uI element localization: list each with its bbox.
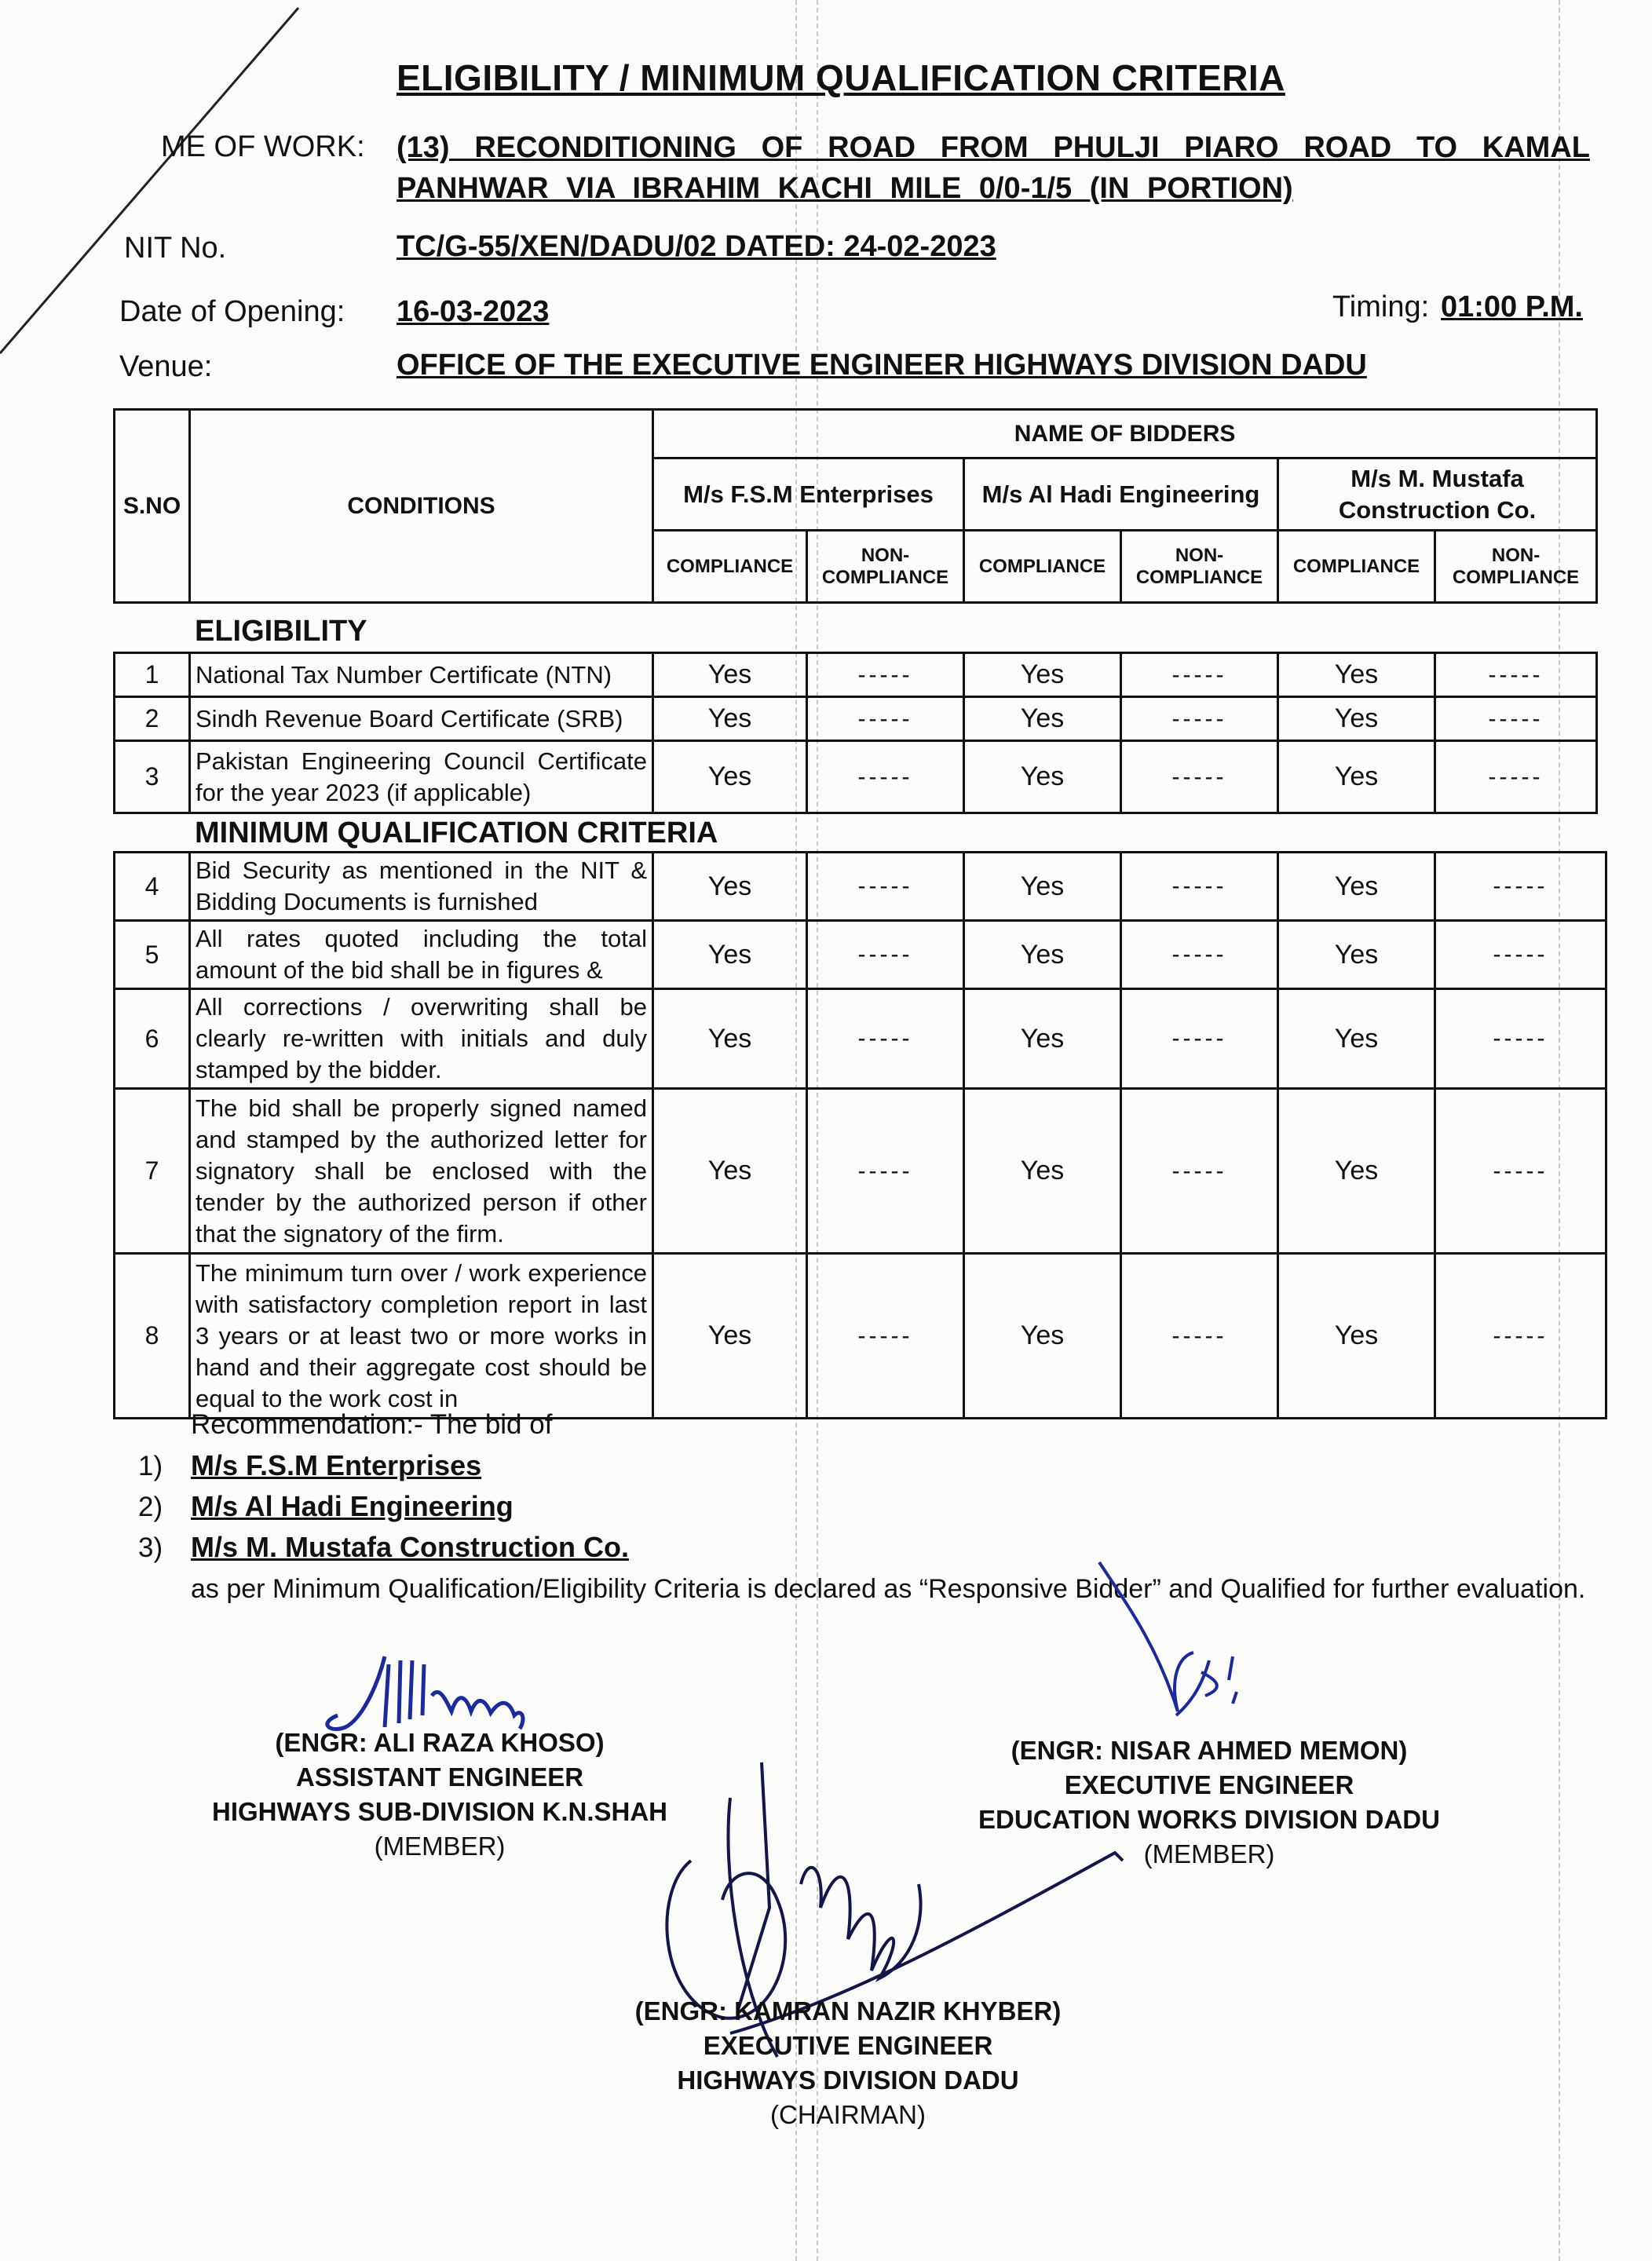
row-condition: Bid Security as mentioned in the NIT & Bidding Documents is furnished: [190, 853, 653, 921]
row-condition: All rates quoted including the total amount of the bid shall be in figures &: [190, 921, 653, 989]
bidder-3-non-compliance: -----: [1435, 921, 1606, 989]
bidder-3-compliance: Yes: [1278, 697, 1435, 741]
header-non-compliance: NON-COMPLIANCE: [1435, 531, 1597, 603]
bidder-3-non-compliance: -----: [1435, 741, 1597, 813]
bidder-3-compliance: Yes: [1278, 741, 1435, 813]
recommendation-intro: Recommendation:- The bid of: [191, 1409, 553, 1440]
signatory-office: EDUCATION WORKS DIVISION DADU: [978, 1805, 1440, 1834]
timing-value: 01:00 P.M.: [1441, 290, 1583, 323]
bidder-1-compliance: Yes: [653, 697, 807, 741]
header-compliance: COMPLIANCE: [964, 531, 1121, 603]
row-sno: 7: [115, 1089, 190, 1254]
signatory-role: (CHAIRMAN): [770, 2100, 926, 2129]
bidder-1-non-compliance: -----: [807, 697, 964, 741]
header-bidder-1: M/s F.S.M Enterprises: [653, 458, 964, 531]
signatory-designation: EXECUTIVE ENGINEER: [1064, 1770, 1354, 1799]
signatory-office: HIGHWAYS DIVISION DADU: [677, 2066, 1019, 2095]
row-condition: National Tax Number Certificate (NTN): [190, 653, 653, 697]
eligibility-table: [113, 652, 1598, 814]
table-row: [115, 853, 1606, 921]
bidder-2-compliance: Yes: [964, 921, 1121, 989]
header-bidder-3: M/s M. Mustafa Construction Co.: [1278, 458, 1597, 531]
signatory-role: (MEMBER): [1143, 1839, 1275, 1868]
signatory-role: (MEMBER): [374, 1832, 506, 1861]
bidder-2-compliance: Yes: [964, 1254, 1121, 1419]
nit-value: TC/G-55/XEN/DADU/02 DATED: 24-02-2023: [397, 230, 996, 263]
table-row: [115, 697, 1597, 741]
bidder-1-non-compliance: -----: [807, 1254, 964, 1419]
document-title: ELIGIBILITY / MINIMUM QUALIFICATION CRITERIA: [397, 57, 1285, 98]
header-compliance: COMPLIANCE: [653, 531, 807, 603]
section-title-eligibility: ELIGIBILITY: [195, 615, 367, 648]
signatory-block-3: [597, 1994, 1099, 2132]
nit-label: NIT No.: [124, 232, 227, 265]
bidder-2-non-compliance: -----: [1121, 989, 1278, 1089]
table-row: [115, 653, 1597, 697]
header-name-of-bidders: NAME OF BIDDERS: [653, 410, 1597, 458]
bidder-2-non-compliance: -----: [1121, 1089, 1278, 1254]
date-of-opening-label: Date of Opening:: [119, 295, 345, 328]
bidder-1-compliance: Yes: [653, 1089, 807, 1254]
bidder-3-compliance: Yes: [1278, 1089, 1435, 1254]
bidder-2-non-compliance: -----: [1121, 853, 1278, 921]
signatory-name: (ENGR: ALI RAZA KHOSO): [275, 1728, 605, 1757]
venue-value: OFFICE OF THE EXECUTIVE ENGINEER HIGHWAYS DIVISION DADU: [397, 349, 1367, 382]
bidder-3-compliance: Yes: [1278, 1254, 1435, 1419]
bidder-1-non-compliance: -----: [807, 1089, 964, 1254]
bidder-2-non-compliance: -----: [1121, 921, 1278, 989]
row-sno: 5: [115, 921, 190, 989]
bidder-2-compliance: Yes: [964, 853, 1121, 921]
recommended-bidder: M/s M. Mustafa Construction Co.: [191, 1531, 629, 1563]
name-of-work-label: ME OF WORK:: [161, 130, 365, 163]
signatory-block-1: [188, 1726, 691, 1864]
signatory-designation: ASSISTANT ENGINEER: [295, 1762, 584, 1792]
timing-label: Timing:: [1332, 290, 1430, 323]
bidder-1-compliance: Yes: [653, 853, 807, 921]
table-row: [115, 1254, 1606, 1419]
bidder-2-non-compliance: -----: [1121, 1254, 1278, 1419]
row-sno: 3: [115, 741, 190, 813]
header-conditions: CONDITIONS: [190, 410, 653, 603]
signatory-designation: EXECUTIVE ENGINEER: [703, 2031, 993, 2060]
minimum-qualification-table: [113, 851, 1607, 1419]
row-sno: 4: [115, 853, 190, 921]
signatory-block-2: [958, 1733, 1460, 1872]
header-bidder-2: M/s Al Hadi Engineering: [964, 458, 1278, 531]
row-sno: 1: [115, 653, 190, 697]
date-of-opening-value: 16-03-2023: [397, 295, 550, 328]
bidder-2-compliance: Yes: [964, 989, 1121, 1089]
bidder-3-non-compliance: -----: [1435, 853, 1606, 921]
venue-label: Venue:: [119, 350, 213, 383]
bidder-3-non-compliance: -----: [1435, 1089, 1606, 1254]
header-sno: S.NO: [115, 410, 190, 603]
header-non-compliance: NON-COMPLIANCE: [807, 531, 964, 603]
row-condition: Pakistan Engineering Council Certificate for the year 2023 (if applicable): [190, 741, 653, 813]
bidder-1-non-compliance: -----: [807, 921, 964, 989]
bidder-1-non-compliance: -----: [807, 741, 964, 813]
table-row: [115, 741, 1597, 813]
bidder-1-non-compliance: -----: [807, 653, 964, 697]
bidder-3-non-compliance: -----: [1435, 989, 1606, 1089]
bidder-1-compliance: Yes: [653, 921, 807, 989]
row-sno: 6: [115, 989, 190, 1089]
signatory-name: (ENGR: NISAR AHMED MEMON): [1011, 1736, 1408, 1765]
bidder-2-compliance: Yes: [964, 653, 1121, 697]
bidder-1-compliance: Yes: [653, 653, 807, 697]
bidder-2-non-compliance: -----: [1121, 653, 1278, 697]
bidder-1-non-compliance: -----: [807, 989, 964, 1089]
bidder-3-non-compliance: -----: [1435, 1254, 1606, 1419]
row-sno: 2: [115, 697, 190, 741]
bidder-2-compliance: Yes: [964, 741, 1121, 813]
bidder-1-compliance: Yes: [653, 1254, 807, 1419]
bidder-3-compliance: Yes: [1278, 921, 1435, 989]
recommendation-number: 1): [138, 1451, 163, 1481]
recommended-bidder: M/s Al Hadi Engineering: [191, 1490, 514, 1522]
header-non-compliance: NON-COMPLIANCE: [1121, 531, 1278, 603]
bidder-1-compliance: Yes: [653, 741, 807, 813]
bidder-2-non-compliance: -----: [1121, 697, 1278, 741]
bidder-3-compliance: Yes: [1278, 989, 1435, 1089]
recommendation-number: 2): [138, 1492, 163, 1522]
row-condition: The minimum turn over / work experience with satisfactory completion report in last 3 years or at least two or more works in hand and their aggregate cost should be equal to the work cost in: [190, 1254, 653, 1419]
signature-nisar-ahmed-memon: [1084, 1554, 1272, 1735]
bidder-3-compliance: Yes: [1278, 853, 1435, 921]
bidder-3-compliance: Yes: [1278, 653, 1435, 697]
table-row: [115, 921, 1606, 989]
bidder-1-compliance: Yes: [653, 989, 807, 1089]
criteria-table-header: [113, 408, 1598, 604]
bidder-2-compliance: Yes: [964, 697, 1121, 741]
table-row: [115, 989, 1606, 1089]
row-sno: 8: [115, 1254, 190, 1419]
bidder-3-non-compliance: -----: [1435, 697, 1597, 741]
signatory-office: HIGHWAYS SUB-DIVISION K.N.SHAH: [211, 1797, 667, 1826]
section-title-minimum-qualification: MINIMUM QUALIFICATION CRITERIA: [195, 816, 718, 849]
signatory-name: (ENGR: KAMRAN NAZIR KHYBER): [634, 1996, 1062, 2025]
name-of-work-value: (13) RECONDITIONING OF ROAD FROM PHULJI PIARO ROAD TO KAMAL PANHWAR VIA IBRAHIM KACHI MILE 0/0-1/5 (IN PORTION): [397, 131, 1590, 205]
header-compliance: COMPLIANCE: [1278, 531, 1435, 603]
recommended-bidder: M/s F.S.M Enterprises: [191, 1449, 482, 1481]
table-row: [115, 1089, 1606, 1254]
bidder-3-non-compliance: -----: [1435, 653, 1597, 697]
recommendation-number: 3): [138, 1532, 163, 1563]
recommendation-conclusion: as per Minimum Qualification/Eligibility Criteria is declared as “Responsive Bidder” and Qualified for further evaluation.: [191, 1574, 1586, 1604]
row-condition: The bid shall be properly signed named and stamped by the authorized letter for signatory shall be enclosed with the tender by the authorized person if other that the signatory of the firm.: [190, 1089, 653, 1254]
row-condition: Sindh Revenue Board Certificate (SRB): [190, 697, 653, 741]
bidder-2-non-compliance: -----: [1121, 741, 1278, 813]
bidder-2-compliance: Yes: [964, 1089, 1121, 1254]
bidder-1-non-compliance: -----: [807, 853, 964, 921]
row-condition: All corrections / overwriting shall be clearly re-written with initials and duly stamped by the bidder.: [190, 989, 653, 1089]
